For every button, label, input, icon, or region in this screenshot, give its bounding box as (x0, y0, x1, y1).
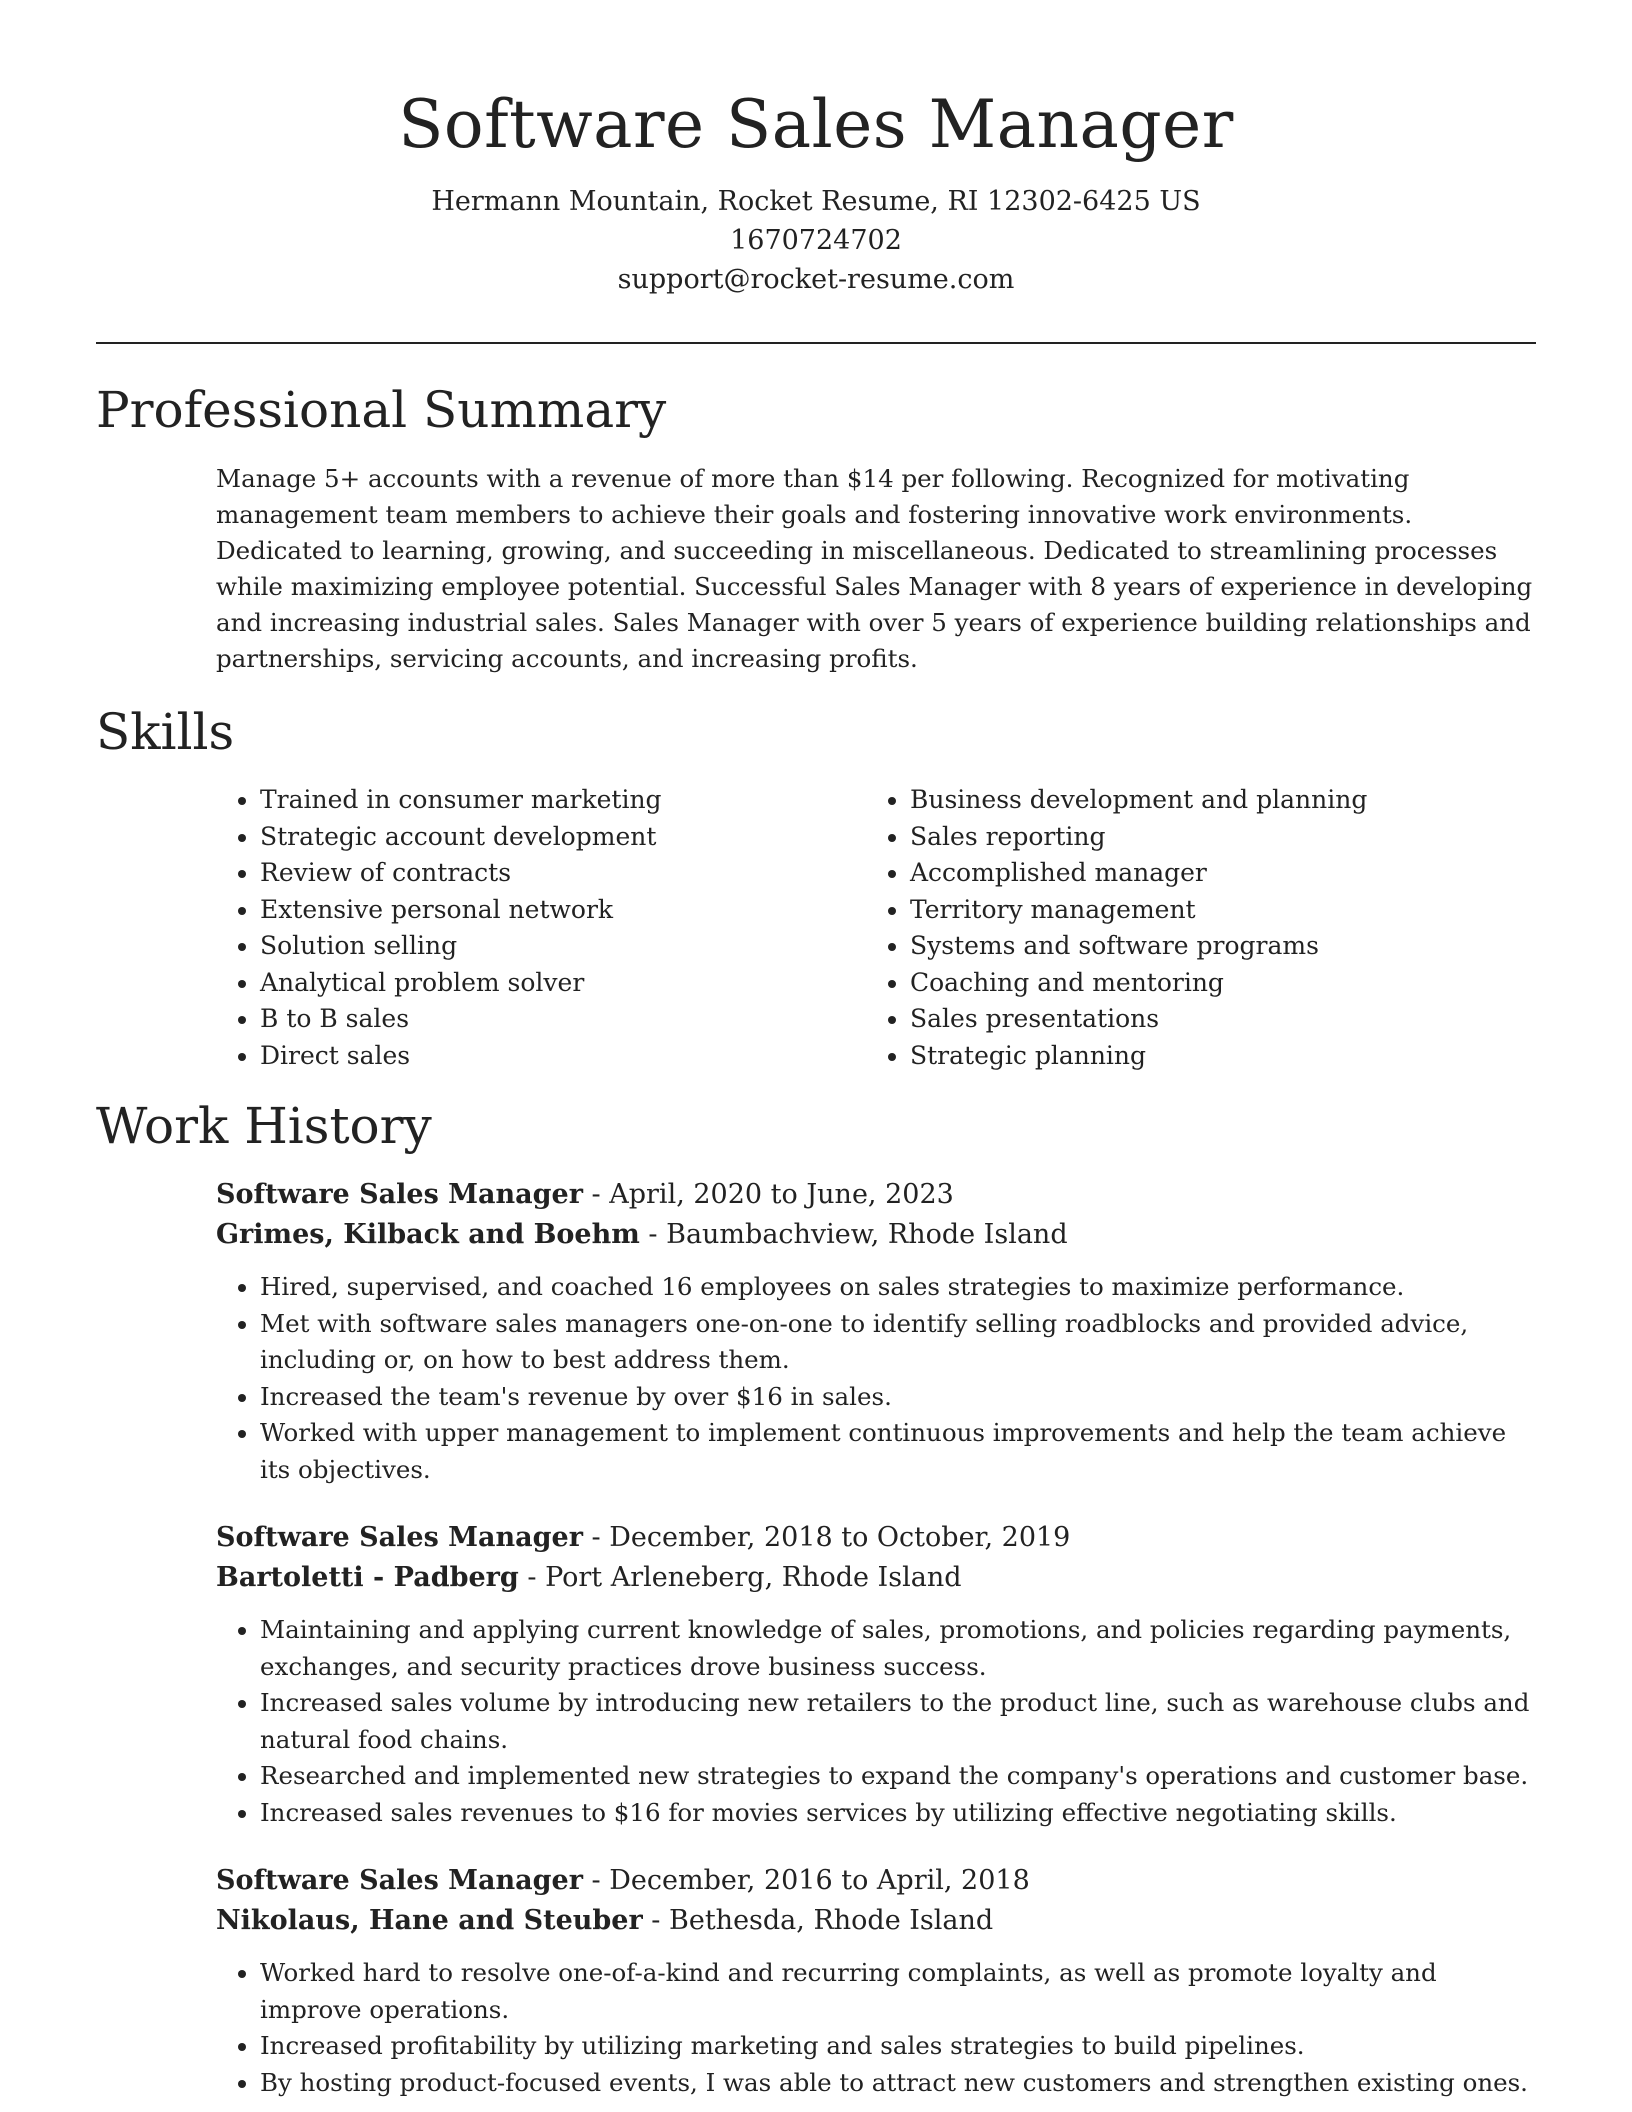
job-bullet: • Hired, supervised, and coached 16 employees on sales strategies to maximize performance. (260, 1269, 1536, 1306)
skills-list-left (216, 782, 866, 1074)
job-entry (216, 1861, 1536, 2101)
job-bullet: • Maintaining and applying current knowledge of sales, promotions, and policies regarding payments, exchanges, and security practices drove business success. (260, 1612, 1536, 1685)
job-entry (216, 1175, 1536, 1488)
job-dates: - December, 2016 to April, 2018 (582, 1865, 1030, 1896)
skill-item: • Coaching and mentoring (910, 965, 1516, 1002)
skills-heading: Skills (96, 703, 235, 761)
summary-heading: Professional Summary (96, 381, 667, 439)
skill-item: • Review of contracts (260, 855, 866, 892)
job-bullet: • Worked hard to resolve one-of-a-kind and recurring complaints, as well as promote loyalty and improve operations. (260, 1955, 1536, 2028)
resume-header (0, 0, 1632, 299)
contact-address: Hermann Mountain, Rocket Resume, RI 12302-6425 US (431, 186, 1201, 217)
job-bullet: • Met with software sales managers one-on-one to identify selling roadblocks and provided advice, including or, on how to best address them. (260, 1306, 1536, 1379)
job-bullet: • Worked with upper management to implement continuous improvements and help the team achieve its objectives. (260, 1415, 1536, 1488)
job-company: Bartoletti - Padberg (216, 1562, 519, 1593)
job-company: Grimes, Kilback and Boehm (216, 1219, 640, 1250)
skill-item: • Territory management (910, 892, 1516, 929)
job-title-line (216, 1518, 1536, 1558)
job-title: Software Sales Manager (216, 1179, 583, 1210)
job-dates: - April, 2020 to June, 2023 (582, 1179, 954, 1210)
job-location: - Port Arleneberg, Rhode Island (518, 1562, 962, 1593)
contact-block (0, 182, 1632, 299)
job-bullet: • Increased profitability by utilizing marketing and sales strategies to build pipelines. (260, 2028, 1536, 2065)
contact-email: support@rocket-resume.com (617, 264, 1015, 295)
job-entry (216, 1518, 1536, 1831)
job-title-line (216, 1175, 1536, 1215)
skill-item: • Trained in consumer marketing (260, 782, 866, 819)
job-location: - Bethesda, Rhode Island (642, 1905, 994, 1936)
job-bullet: • By hosting product-focused events, I was able to attract new customers and strengthen existing ones. (260, 2065, 1536, 2102)
skill-item: • Strategic account development (260, 819, 866, 856)
job-title: Software Sales Manager (216, 1522, 583, 1553)
job-bullets (216, 1955, 1536, 2101)
skill-item: • Sales reporting (910, 819, 1516, 856)
header-divider (96, 342, 1536, 344)
job-bullets (216, 1269, 1536, 1488)
skill-item: • Extensive personal network (260, 892, 866, 929)
skill-item: • Strategic planning (910, 1038, 1516, 1075)
job-company-line (216, 1558, 1536, 1598)
contact-phone: 1670724702 (730, 225, 902, 256)
skills-columns (216, 782, 1536, 1074)
job-bullets (216, 1612, 1536, 1831)
job-company: Nikolaus, Hane and Steuber (216, 1905, 643, 1936)
skill-item: • Systems and software programs (910, 928, 1516, 965)
job-company-line (216, 1901, 1536, 1941)
skills-list-right (866, 782, 1516, 1074)
skill-item: • Business development and planning (910, 782, 1516, 819)
job-bullet: • Increased sales revenues to $16 for movies services by utilizing effective negotiating skills. (260, 1795, 1536, 1832)
resume-title: Software Sales Manager (398, 86, 1234, 163)
job-title: Software Sales Manager (216, 1865, 583, 1896)
skill-item: • Direct sales (260, 1038, 866, 1075)
work-history-heading: Work History (96, 1097, 432, 1155)
job-bullet: • Increased sales volume by introducing new retailers to the product line, such as warehouse clubs and natural food chains. (260, 1685, 1536, 1758)
job-bullet: • Researched and implemented new strategies to expand the company's operations and customer base. (260, 1758, 1536, 1795)
skill-item: • Accomplished manager (910, 855, 1516, 892)
skill-item: • B to B sales (260, 1001, 866, 1038)
job-company-line (216, 1215, 1536, 1255)
job-dates: - December, 2018 to October, 2019 (582, 1522, 1071, 1553)
skill-item: • Analytical problem solver (260, 965, 866, 1002)
skill-item: • Sales presentations (910, 1001, 1516, 1038)
summary-text: Manage 5+ accounts with a revenue of more than $14 per following. Recognized for motivating management team members to achieve their goals and fostering innovative work environments. Dedicated to learning, growing, and succeeding in miscellaneous. Dedicated to streamlining processes while maximizing employee potential. Successful Sales Manager with 8 years of experience in developing and increasing industrial sales. Sales Manager with over 5 years of experience building relationships and partnerships, servicing accounts, and increasing profits. (216, 464, 1533, 673)
job-location: - Baumbachview, Rhode Island (639, 1219, 1068, 1250)
skill-item: • Solution selling (260, 928, 866, 965)
job-bullet: • Increased the team's revenue by over $16 in sales. (260, 1379, 1536, 1416)
job-title-line (216, 1861, 1536, 1901)
